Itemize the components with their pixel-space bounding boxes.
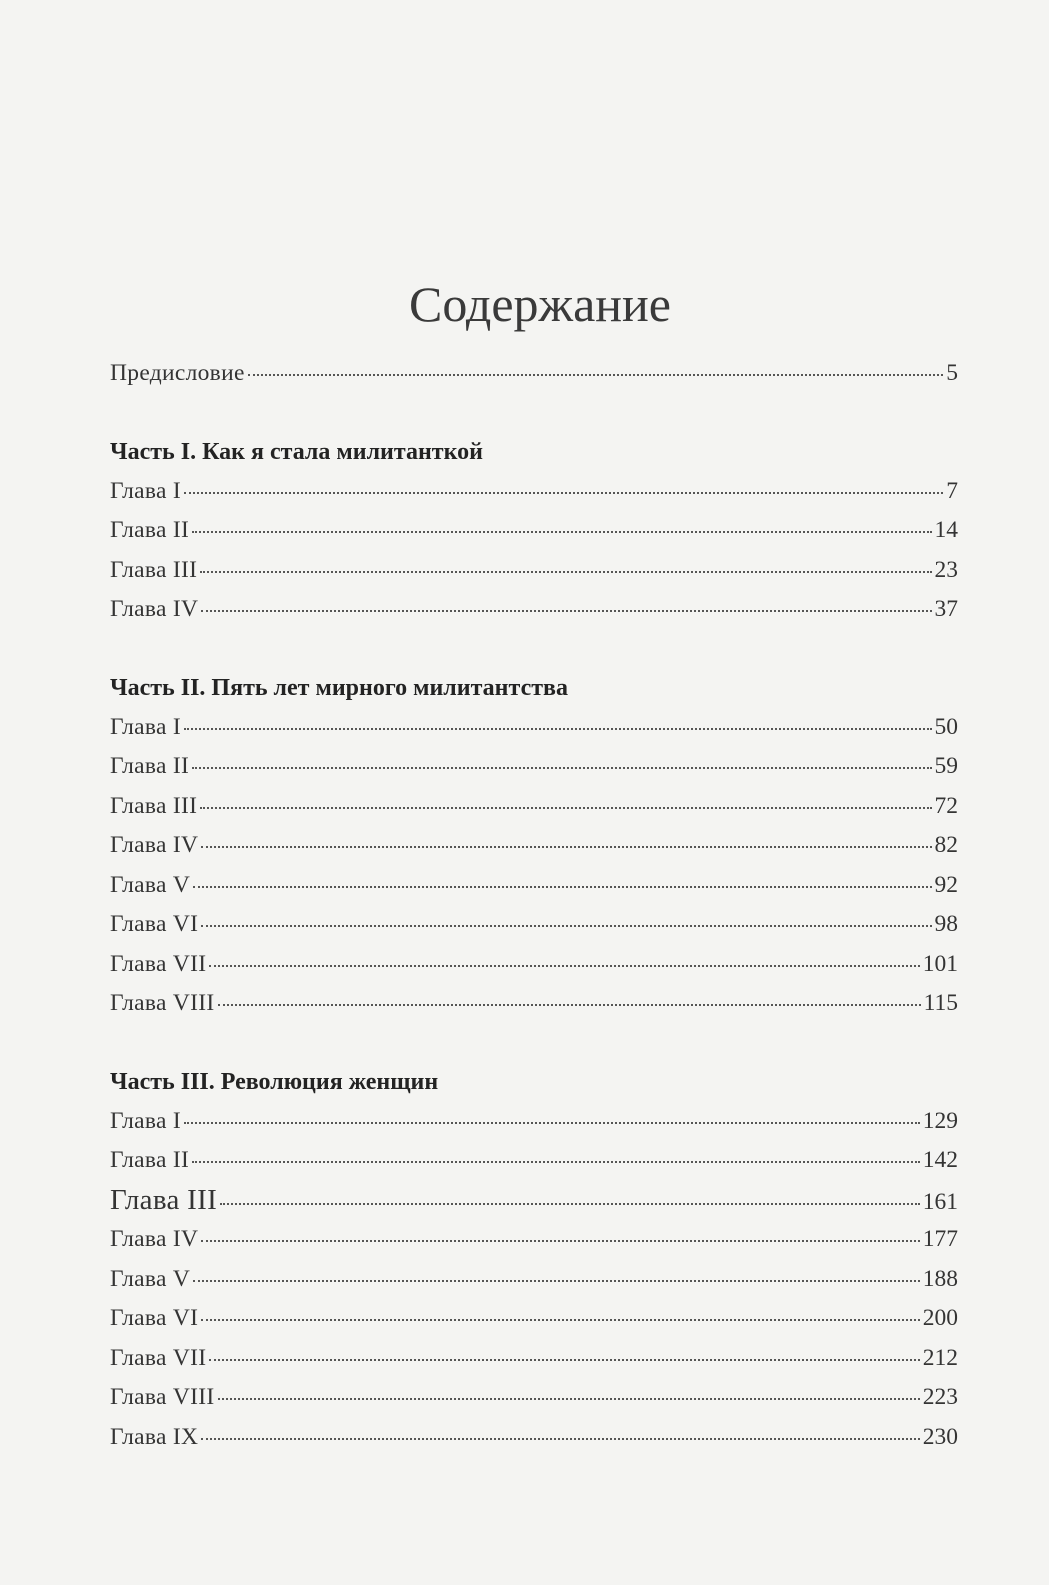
part-heading: Часть II. Пять лет мирного милитантства (110, 674, 568, 701)
toc-entry-label: Глава V (110, 871, 191, 898)
toc-entry-page: 101 (922, 950, 958, 977)
table-of-contents (110, 268, 958, 1457)
toc-entry-label: Глава IV (110, 596, 199, 622)
dot-leader (209, 965, 919, 967)
toc-entry (110, 787, 958, 827)
toc-entry (110, 905, 958, 945)
toc-entry-label: Глава II (110, 753, 190, 779)
toc-entry-page: 82 (934, 832, 958, 858)
dot-leader (201, 610, 931, 612)
toc-entry (110, 1339, 958, 1379)
dot-leader (200, 571, 931, 573)
toc-entry-label: Глава III (110, 792, 198, 819)
toc-entry-label: Глава III (110, 1183, 218, 1216)
dot-leader (201, 1438, 919, 1440)
toc-entry-label: Глава IV (110, 1226, 199, 1252)
dot-leader (184, 492, 943, 494)
page-title: Содержание (409, 276, 671, 332)
toc-entry-page: 161 (922, 1188, 958, 1215)
toc-entry-page: 50 (934, 713, 958, 740)
toc-entry (110, 747, 958, 787)
dot-leader (220, 1203, 920, 1205)
toc-entry (110, 1418, 958, 1458)
toc-entry-page: 5 (946, 360, 958, 386)
toc-entry-page: 72 (934, 792, 958, 819)
toc-entry-label: Предисловие (110, 360, 245, 386)
toc-entry (110, 1378, 958, 1418)
toc-entry (110, 984, 958, 1024)
toc-entry (110, 826, 958, 866)
toc-entry-page: 92 (934, 871, 958, 898)
toc-entry-page: 115 (923, 990, 958, 1016)
toc-entry (110, 1260, 958, 1300)
toc-entry-label: Глава I (110, 477, 181, 504)
toc-entry-page: 59 (934, 753, 958, 779)
dot-leader (201, 925, 931, 927)
toc-entry-label: Глава IV (110, 832, 199, 858)
toc-entry-label: Глава I (110, 1107, 181, 1134)
toc-entry-label: Глава VI (110, 911, 199, 937)
dot-leader (200, 807, 931, 809)
toc-entry (110, 1220, 958, 1260)
toc-entry-label: Глава II (110, 517, 190, 543)
toc-entry-page: 14 (934, 517, 958, 543)
dot-leader (184, 728, 932, 730)
toc-entry (110, 1102, 958, 1142)
toc-entry-label: Глава III (110, 556, 198, 583)
toc-entry (110, 945, 958, 985)
toc-entry-label: Глава V (110, 1265, 191, 1292)
dot-leader (192, 767, 931, 769)
toc-entry (110, 866, 958, 906)
toc-entry-page: 129 (922, 1107, 958, 1134)
toc-entry-page: 23 (934, 556, 958, 583)
toc-entry-label: Глава IX (110, 1423, 199, 1450)
dot-leader (248, 374, 944, 376)
part-heading: Часть I. Как я стала милитанткой (110, 438, 483, 465)
toc-entry (110, 708, 958, 748)
toc-entry-label: Глава II (110, 1147, 190, 1173)
part-heading: Часть III. Революция женщин (110, 1068, 439, 1095)
dot-leader (201, 1319, 919, 1321)
dot-leader (192, 1161, 920, 1163)
toc-entry-page: 188 (922, 1265, 958, 1292)
dot-leader (201, 1240, 919, 1242)
toc-entry-page: 200 (922, 1305, 958, 1331)
dot-leader (184, 1122, 920, 1124)
toc-entry (110, 511, 958, 551)
toc-entry (110, 1181, 958, 1221)
toc-entry-page: 230 (922, 1423, 958, 1450)
toc-entry (110, 551, 958, 591)
dot-leader (218, 1398, 920, 1400)
toc-entry-page: 177 (922, 1226, 958, 1252)
toc-entry-label: Глава I (110, 713, 181, 740)
dot-leader (218, 1004, 921, 1006)
toc-entry (110, 590, 958, 630)
dot-leader (193, 1280, 920, 1282)
toc-entry-label: Глава VII (110, 1344, 207, 1371)
toc-entry-page: 98 (934, 911, 958, 937)
toc-entry-page: 223 (922, 1384, 958, 1410)
dot-leader (193, 886, 931, 888)
toc-entry (110, 1299, 958, 1339)
toc-entry (110, 472, 958, 512)
toc-entry-page: 212 (922, 1344, 958, 1371)
toc-entry-label: Глава VIII (110, 990, 215, 1016)
dot-leader (209, 1359, 919, 1361)
toc-entry-page: 7 (946, 477, 958, 504)
toc-entry-preface (110, 354, 958, 394)
toc-entry-page: 37 (934, 596, 958, 622)
toc-entry-label: Глава VIII (110, 1384, 215, 1410)
toc-entry-label: Глава VI (110, 1305, 199, 1331)
toc-entry (110, 1141, 958, 1181)
toc-entry-page: 142 (922, 1147, 958, 1173)
dot-leader (192, 531, 931, 533)
dot-leader (201, 846, 931, 848)
toc-entry-label: Глава VII (110, 950, 207, 977)
